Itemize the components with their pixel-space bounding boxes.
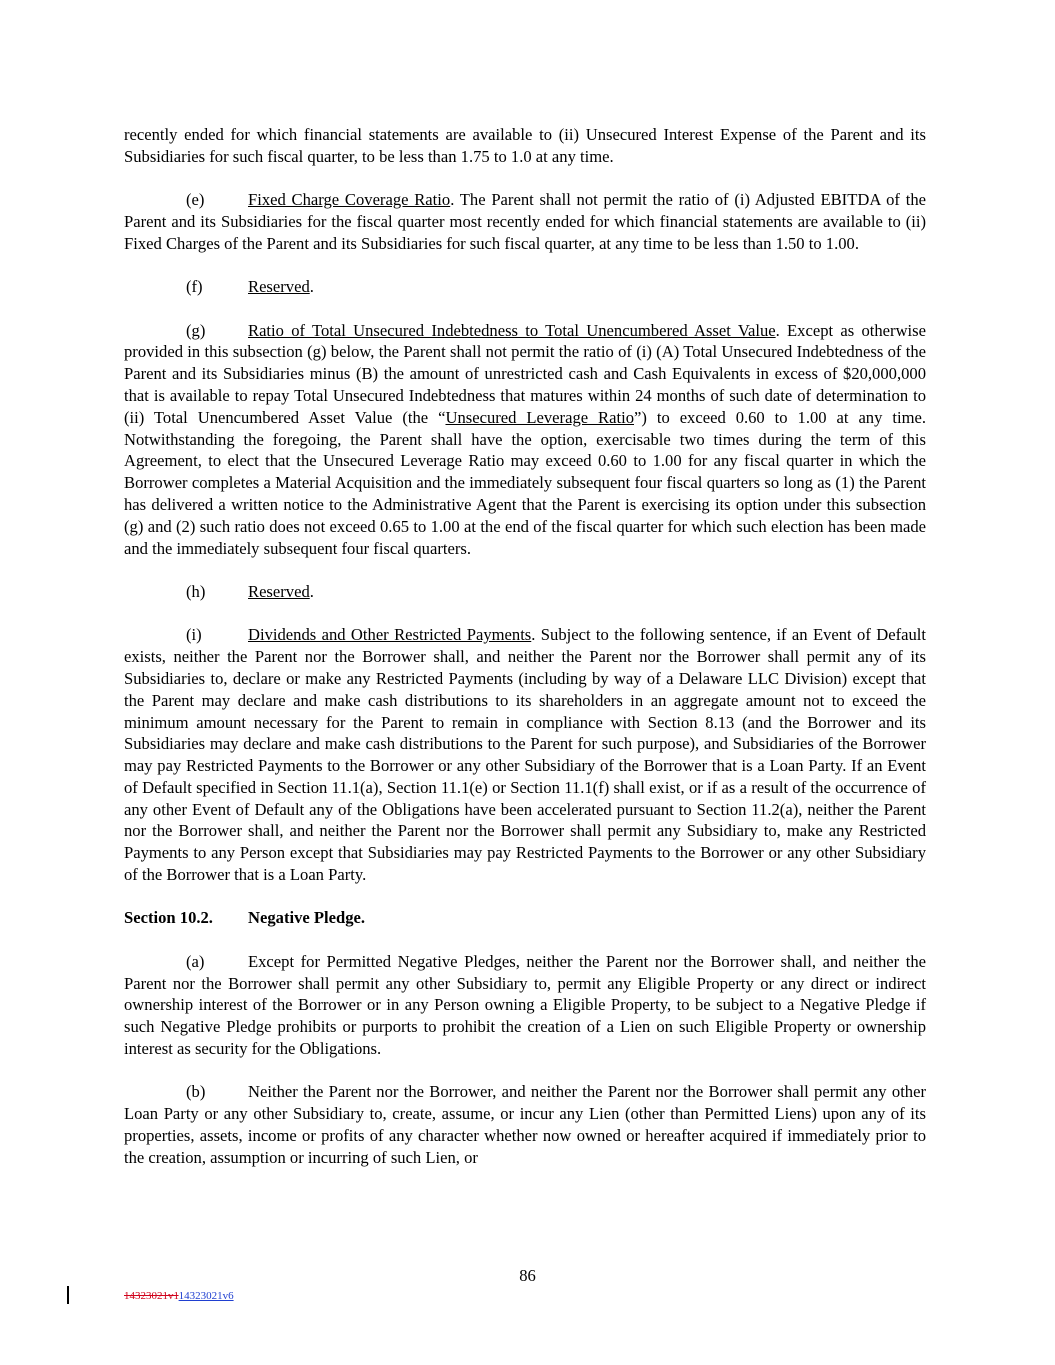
paragraph-a-label: (a) xyxy=(186,951,205,971)
paragraph-i-label: (i) xyxy=(186,625,202,645)
revision-change-bar xyxy=(67,1286,69,1304)
document-id-footer xyxy=(124,1290,234,1302)
paragraph-i-title: Dividends and Other Restricted Payments xyxy=(248,625,532,645)
paragraph-e xyxy=(124,189,926,254)
paragraph-a xyxy=(124,951,926,1060)
paragraph-g-title: Ratio of Total Unsecured Indebtedness to Total Unencumbered Asset Value xyxy=(248,320,776,340)
paragraph-h-label: (h) xyxy=(186,581,206,601)
continuation-text: recently ended for which financial statements are available to (ii) Unsecured Interest Expense of the Parent and its Subsidiaries for such fiscal quarter, to be less than 1.75 to 1.0 at any time. xyxy=(124,125,926,166)
document-id-deleted: 14323021v1 xyxy=(124,1290,179,1302)
paragraph-f-body: . xyxy=(309,277,314,297)
paragraph-h-body: . xyxy=(309,581,314,601)
paragraph-g-label: (g) xyxy=(186,320,206,340)
paragraph-i-body: . Subject to the following sentence, if an Event of Default exists, neither the Parent nor the Borrower shall, and neither the Parent nor the Borrower shall permit any of its Subsidiaries to, declare or make any Restricted Payments (including by way of a Delaware LLC Division) except that the Parent may declare and make cash distributions to its shareholders in an aggregate amount not to exceed the minimum amount necessary for the Parent to remain in compliance with Section 8.13 (and the Borrower and its Subsidiaries may declare and make cash distributions to the Parent for such purpose), and Subsidiaries of the Borrower may pay Restricted Payments to the Borrower or any other Subsidiary of the Borrower that is a Loan Party. If an Event of Default specified in Section 11.1(a), Section 11.1(e) or Section 11.1(f) shall exist, or if as a result of the occurrence of any other Event of Default any of the Obligations have been accelerated pursuant to Section 11.2(a), neither the Parent nor the Borrower shall, and neither the Parent nor the Borrower shall permit any Subsidiary to, make any Restricted Payments to any Person except that Subsidiaries may pay Restricted Payments to the Borrower or any other Subsidiary of the Borrower that is a Loan Party. xyxy=(124,625,926,885)
paragraph-g-body-2: ”) to exceed 0.60 to 1.00 at any time. Notwithstanding the foregoing, the Parent shall have the option, exercisable two times during the term of this Agreement, to elect that the Unsecured Leverage Ratio may exceed 0.60 to 1.00 for any fiscal quarter in which the Borrower completes a Material Acquisition and the immediately subsequent four fiscal quarters so long as (1) the Parent has delivered a written notice to the Administrative Agent that the Parent is exercising its option under this subsection (g) and (2) such ratio does not exceed 0.65 to 1.00 at the end of the fiscal quarter for which such election has been made and the immediately subsequent four fiscal quarters. xyxy=(124,407,926,558)
page-number: 86 xyxy=(519,1266,536,1285)
paragraph-b xyxy=(124,1081,926,1168)
paragraph-b-body: Neither the Parent nor the Borrower, and neither the Parent nor the Borrower shall permit any other Loan Party or any other Subsidiary to, create, assume, or incur any Lien (other than Permitted Liens) upon any of its properties, assets, income or profits of any character whether now owned or hereafter acquired if immediately prior to the creation, assumption or incurring of such Lien, or xyxy=(124,1082,926,1167)
paragraph-e-label: (e) xyxy=(186,190,205,210)
document-page xyxy=(124,124,926,1190)
paragraph-a-body: Except for Permitted Negative Pledges, neither the Parent nor the Borrower shall, and neither the Parent nor the Borrower shall permit any other Subsidiary to, permit any Eligible Property or any direct or indirect ownership interest of the Borrower or in any Person owning a Eligible Property, to be subject to a Negative Pledge if such Negative Pledge prohibits or purports to prohibit the creation of a Lien on such Eligible Property or ownership interest as security for the Obligations. xyxy=(124,951,926,1059)
continuation-paragraph xyxy=(124,124,926,168)
paragraph-e-title: Fixed Charge Coverage Ratio xyxy=(248,190,451,210)
section-number: Section 10.2. xyxy=(124,908,213,928)
paragraph-b-label: (b) xyxy=(186,1082,206,1102)
paragraph-h-title: Reserved xyxy=(248,581,310,601)
section-title: Negative Pledge. xyxy=(248,908,366,928)
document-id-inserted: 14323021v6 xyxy=(178,1290,234,1302)
paragraph-g xyxy=(124,320,926,560)
paragraph-g-defined-term: Unsecured Leverage Ratio xyxy=(445,407,634,427)
paragraph-f-title: Reserved xyxy=(248,277,310,297)
paragraph-i xyxy=(124,624,926,886)
paragraph-h xyxy=(124,581,926,603)
section-heading xyxy=(124,907,926,929)
paragraph-f-label: (f) xyxy=(186,277,203,297)
paragraph-f xyxy=(124,276,926,298)
paragraph-e-body: . The Parent shall not permit the ratio of (i) Adjusted EBITDA of the Parent and its Subsidiaries for the fiscal quarter most recently ended for which financial statements are available to (ii) Fixed Charges of the Parent and its Subsidiaries for such fiscal quarter, at any time to be less than 1.50 to 1.00. xyxy=(124,190,926,253)
paragraph-g-body-1: . Except as otherwise provided in this subsection (g) below, the Parent shall not permit the ratio of (i) (A) Total Unsecured Indebtedness of the Parent and its Subsidiaries minus (B) the amount of unrestricted cash and Cash Equivalents in excess of $20,000,000 that is available to repay Total Unsecured Indebtedness that matures within 24 months of such date of determination to (ii) Total Unencumbered Asset Value (the “ xyxy=(124,320,926,427)
